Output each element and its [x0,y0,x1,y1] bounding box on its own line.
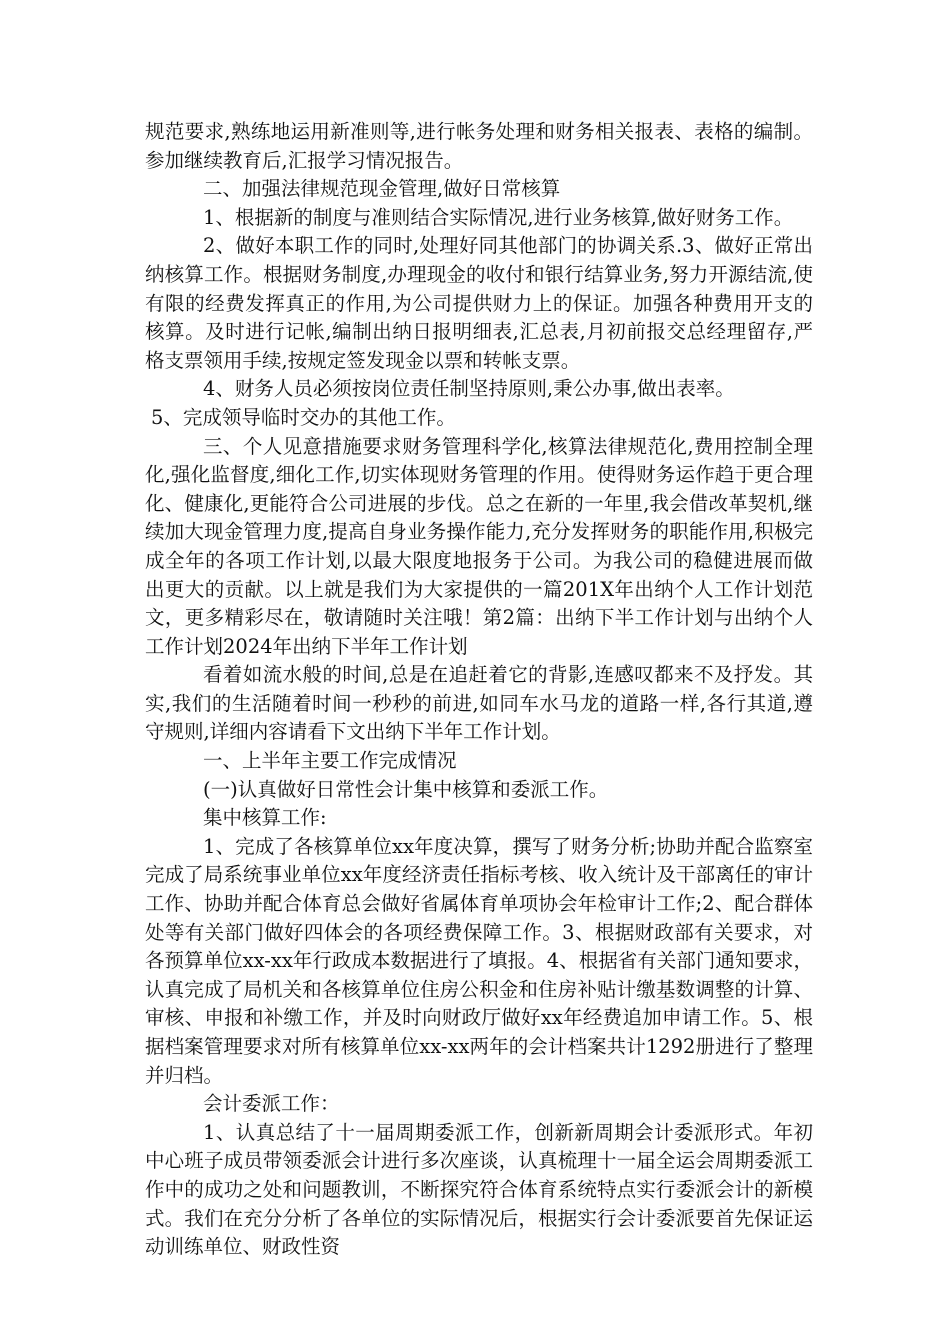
document-page [145,118,813,1262]
paragraph: 三、个人见意措施要求财务管理科学化,核算法律规范化,费用控制全理化,强化监督度,细化工作,切实体现财务管理的作用。使得财务运作趋于更合理化、健康化,更能符合公司进展的步伐。总之在新的一年里,我会借改革契机,继续加大现金管理力度,提高自身业务操作能力,充分发挥财务的职能作用,积极完成全年的各项工作计划,以最大限度地报务于公司。为我公司的稳健进展而做出更大的贡献。以上就是我们为大家提供的一篇201X年出纳个人工作计划范文，更多精彩尽在，敬请随时关注哦！第2篇：出纳下半工作计划与出纳个人工作计划2024年出纳下半年工作计划 [145,434,813,658]
paragraph: 1、根据新的制度与准则结合实际情况,进行业务核算,做好财务工作。 [203,205,794,229]
section-heading: 一、上半年主要工作完成情况 [203,749,457,773]
section-heading: 二、加强法律规范现金管理,做好日常核算 [203,177,561,201]
paragraph: 规范要求,熟练地运用新准则等,进行帐务处理和财务相关报表、表格的编制。参加继续教育后,汇报学习情况报告。 [145,120,813,172]
paragraph: 2、做好本职工作的同时,处理好同其他部门的协调关系.3、做好正常出纳核算工作。根据财务制度,办理现金的收付和银行结算业务,努力开源结流,使有限的经费发挥真正的作用,为公司提供财力上的保证。加强各种费用开支的核算。及时进行记帐,编制出纳日报明细表,汇总表,月初前报交总经理留存,严格支票领用手续,按规定签发现金以票和转帐支票。 [145,234,813,372]
subsection-heading: 集中核算工作: [203,806,327,830]
paragraph: 5、完成领导临时交办的其他工作。 [151,405,456,429]
paragraph: 1、认真总结了十一届周期委派工作，创新新周期会计委派形式。年初中心班子成员带领委派会计进行多次座谈，认真梳理十一届全运会周期委派工作中的成功之处和问题教训，不断探究符合体育系统特点实行委派会计的新模式。我们在充分分析了各单位的实际情况后，根据实行会计委派要首先保证运动训练单位、财政性资 [145,1120,813,1259]
paragraph: 4、财务人员必须按岗位责任制坚持原则,秉公办事,做出表率。 [203,377,735,401]
paragraph: 1、完成了各核算单位xx年度决算，撰写了财务分析;协助并配合监察室完成了局系统事业单位xx年度经济责任指标考核、收入统计及干部离任的审计工作、协助并配合体育总会做好省属体育单项协会年检审计工作;2、配合群体处等有关部门做好四体会的各项经费保障工作。3、根据财政部有关要求，对各预算单位xx-xx年行政成本数据进行了填报。4、根据省有关部门通知要求，认真完成了局机关和各核算单位住房公积金和住房补贴计缴基数调整的计算、审核、申报和补缴工作，并及时向财政厅做好xx年经费追加申请工作。5、根据档案管理要求对所有核算单位xx-xx两年的会计档案共计1292册进行了整理并归档。 [145,834,813,1087]
paragraph: 看着如流水般的时间,总是在追赶着它的背影,连感叹都来不及抒发。其实,我们的生活随着时间一秒秒的前进,如同车水马龙的道路一样,各行其道,遵守规则,详细内容请看下文出纳下半年工作计划。 [145,663,813,744]
subsection-heading: 会计委派工作： [203,1092,340,1116]
subsection-heading: (一)认真做好日常性会计集中核算和委派工作。 [203,777,609,801]
